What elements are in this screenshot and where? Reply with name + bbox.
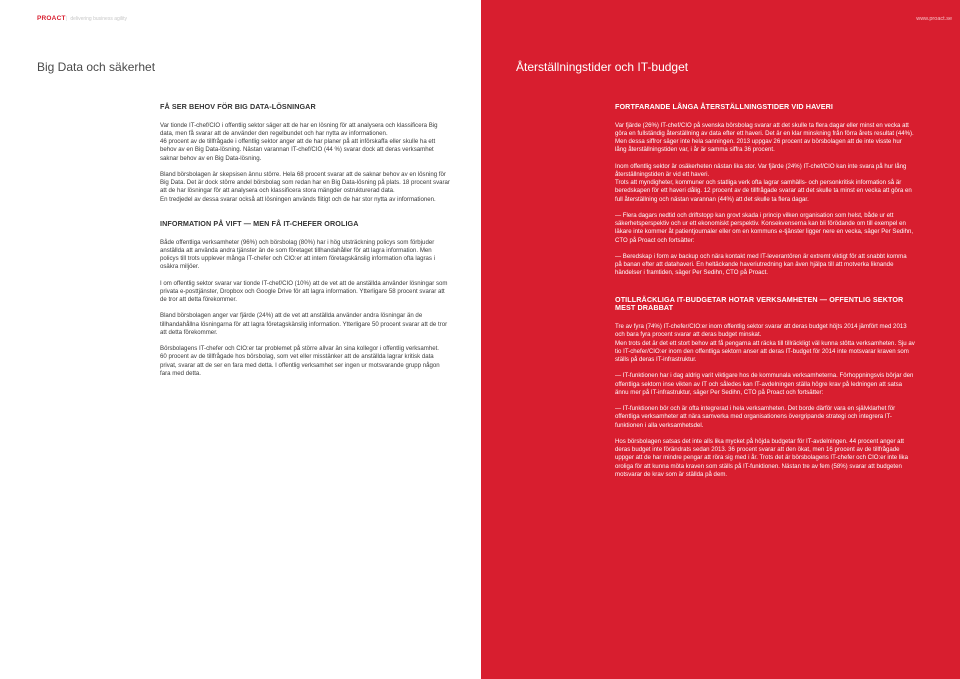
left-page-title: Big Data och säkerhet xyxy=(37,60,156,74)
paragraph: Bland börsbolagen är skepsisen ännu större. Hela 68 procent svarar att de saknar behov av en lösning för Big Data. Det är dock större andel börsbolag som redan har en Big Data-lösning på plats. 18 procent svarar att de har lösningar för att analysera och klassificera stora mängder ostrukturerad data. xyxy=(160,171,450,195)
proact-logo: PROACT xyxy=(37,15,66,22)
paragraph: Bland börsbolagen anger var fjärde (24%) att de vet att anställda använder andra lösningar än de tillhandahållna lösningarna för att lagra företagskänslig information. Ytterligare 50 procent svarar att de tror att detta förekommer. xyxy=(160,312,448,336)
paragraph: Var fjärde (26%) IT-chef/CIO på svenska börsbolag svarar att det skulle ta flera dagar eller minst en vecka att göra en fullständig återställning av data efter ett haveri. Det är en klar minskning från förra årets resultat (44%). Men dessa siffror säger inte hela sanningen. 2013 uppgav 26 procent av börsbolagen att de inte visste hur lång återställningstiden var, i år är samma siffra 36 procent. xyxy=(615,121,914,154)
paragraph: Både offentliga verksamheter (96%) och börsbolag (80%) har i hög utsträckning policys som förbjuder anställda att använda andra tjänster än de som företaget tillhandahåller för att lagra information. Men policys till trots upplever många IT-chefer och CIO:er att intern företagskänslig information ofta lagras i osäkra miljöer. xyxy=(160,238,436,271)
paragraph: Tre av fyra (74%) IT-chefer/CIO:er inom offentlig sektor svarar att deras budget höjts 2014 jämfört med 2013 och bara fyra procent svarar att deras budget minskat. Men trots det är det ett stort behov att få pengarna att räcka till tillräckligt väl kunna stötta verksamheten. Sju av tio IT-chefer/CIO:er inom den offentliga sektorn anser att deras IT-budget för 2014 inte motsvarar kraven som ställs på deras IT-infrastruktur. xyxy=(615,323,915,364)
section-heading-information: INFORMATION PÅ VIFT — MEN FÅ IT-CHEFER OROLIGA xyxy=(160,218,359,228)
section-heading-budget: OTILLRÄCKLIGA IT-BUDGETAR HOTAR VERKSAMHETEN — OFFENTLIG SEKTOR MEST DRABBAT xyxy=(615,294,904,313)
right-page-title: Återställningstider och IT-budget xyxy=(516,60,689,74)
right-page xyxy=(481,0,960,679)
paragraph: Hos börsbolagen satsas det inte alls lika mycket på höjda budgetar för IT-avdelningen. 44 procent anger att deras budget inte förändrats sedan 2013. 36 procent svarar att den ökat, men 16 procent av de tillfrågade uppger att de har mindre pengar att röra sig med i år. Trots det är börsbolagens IT-chefer och CIO:er inte lika oroliga för att kunna möta kraven som ställs på IT-funktionen. Nästan tre av fem (58%) svarar att budgeten motsvarar de krav som är ställda på dem. xyxy=(615,438,908,478)
paragraph: Börsbolagens IT-chefer och CIO:er tar problemet på större allvar än sina kollegor i offentlig verksamhet. xyxy=(160,345,439,353)
paragraph: Inom offentlig sektor är osäkerheten nästan lika stor. Var fjärde (24%) IT-chef/CIO kan inte svara på hur lång återställningstiden är vid ett haveri. Trots att myndigheter, kommuner och statliga verk ofta lagrar samhälls- och personkritisk information så är beredskapen för ett haveri dålig. 12 procent av de tillfrågade svarar att det skulle ta minst en vecka att göra en full återställning och nästan varannan (44%) att det skulle ta flera dagar. xyxy=(615,162,912,203)
paragraph: — Beredskap i form av backup och nära kontakt med IT-leverantören är extremt viktigt för att snabbt komma på banan efter att datahaveri. En heltäckande haveriutredning kan även hjälpa till att motverka liknande händelser i framtiden, säger Per Sedihn, CTO på Proact. xyxy=(615,253,907,277)
paragraph: Var tionde IT-chef/CIO i offentlig sektor säger att de har en lösning för att analysera och klassificera Big data, men få svarar att de använder den regelbundet och har nytta av informationen. xyxy=(160,121,438,137)
paragraph: En tredjedel av dessa svarar också att lösningen används flitigt och de har stor nytta av informationen. xyxy=(160,195,436,203)
paragraph: I om offentlig sektor svarar var tionde IT-chef/CIO (10%) att de vet att de anställda använder lösningar som privata e-posttjänster, Dropbox och Google Drive för att lagra information. Ytterligare 58 procent svarar att de tror att detta förekommer. xyxy=(160,279,448,304)
paragraph: 46 procent av de tillfrågade i offentlig sektor anger att de har planer på att införskaffa eller skulle ha ett behov av en Big Data-lösning. Nästan varannan IT-chef/CIO (44 %) svarar dock att deras verksamhet saknar behov av en Big Data-lösning. xyxy=(160,138,436,162)
section-heading-recovery: FORTFARANDE LÅNGA ÅTERSTÄLLNINGSTIDER VID HAVERI xyxy=(615,102,834,111)
section-heading-big-data: FÅ SER BEHOV FÖR BIG DATA-LÖSNINGAR xyxy=(160,102,316,111)
paragraph: — IT-funktionen har i dag aldrig varit viktigare hos de kommunala verksamheterna. Förhoppningsvis börjar den offentliga sektorn inse vikten av IT och således kan IT-avdelningen ställa högre krav på ledningen att satsa ännu mer på IT-infrastruktur, säger Per Sedihn, CTO på Proact och fortsätter: xyxy=(615,372,914,396)
right-column xyxy=(615,103,915,479)
paragraph: — Flera dagars nedtid och driftstopp kan grovt skada i princip vilken organisation som helst, både ur ett säkerhetsperspektiv och ur ett ekonomiskt perspektiv. Konsekvenserna kan bli förödande om till exempel en läkare inte kommer åt patientjournaler eller om en kommuns e-tjänster ligger nere en vecka, säger Per Sedihn, CTO på Proact och fortsätter: xyxy=(615,212,914,244)
paragraph: 60 procent av de tillfrågade hos börsbolag, som vet eller misstänker att de anställda lagrar kritisk data privat, svarar att de ser en fara med detta. I offentlig verksamhet ser ingen ur motsvarande grupp någon fara med detta. xyxy=(160,353,440,377)
website-url: www.proact.se xyxy=(916,16,952,22)
left-column xyxy=(160,103,450,378)
paragraph: — IT-funktionen bör och är ofta integrerad i hela verksamheten. Det borde därför vara en självklarhet för offentliga verksamheter att nära samverka med organisationens övergripande strategi och integrera IT-funktionen i alla verksamhetsdel. xyxy=(615,405,896,429)
tagline: | delivering business agility xyxy=(66,16,127,22)
